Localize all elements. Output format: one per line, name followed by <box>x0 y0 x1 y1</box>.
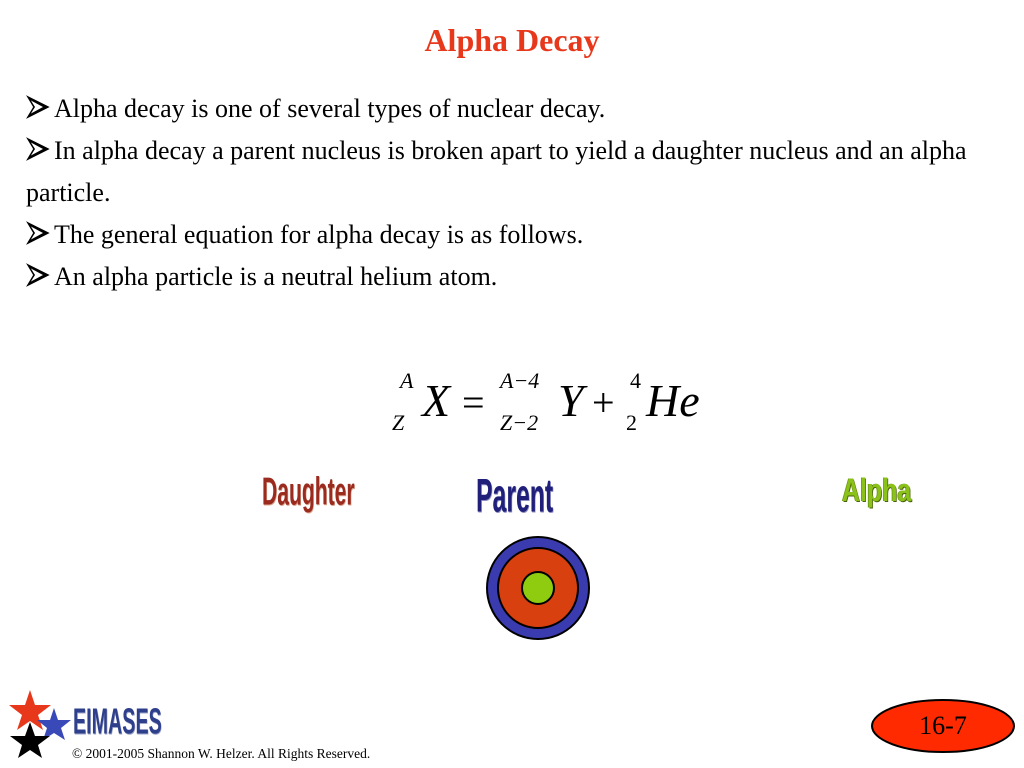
alpha-mass-number: 4 <box>630 368 641 393</box>
copyright-notice: © 2001-2005 Shannon W. Helzer. All Rights Reserved. <box>72 746 371 761</box>
daughter-symbol: Y <box>558 375 584 426</box>
alpha-atomic-number: 2 <box>626 410 637 435</box>
helium-symbol: He <box>646 375 700 426</box>
arrow-bullet-icon <box>26 221 54 245</box>
daughter-mass-number: A−4 <box>500 368 540 393</box>
plus-sign: + <box>592 380 615 425</box>
parent-nucleus-diagram <box>484 534 592 642</box>
arrow-bullet-icon <box>26 137 54 161</box>
nucleus-core <box>522 572 554 604</box>
parent-label: Parent <box>476 470 554 522</box>
alpha-label: Alpha <box>842 472 912 508</box>
parent-atomic-number: Z <box>392 410 405 435</box>
bullet-item <box>26 88 1006 130</box>
bullet-text: The general equation for alpha decay is as follows. <box>54 220 584 249</box>
bullet-list <box>26 88 1006 298</box>
parent-symbol: X <box>422 375 451 426</box>
equals-sign: = <box>462 380 485 425</box>
bullet-item <box>26 130 1006 214</box>
alpha-decay-equation <box>388 364 728 440</box>
bullet-item <box>26 214 1006 256</box>
arrow-bullet-icon <box>26 95 54 119</box>
bullet-item <box>26 256 1006 298</box>
bullet-text: An alpha particle is a neutral helium atom. <box>54 262 498 291</box>
page-number-badge <box>870 698 1016 754</box>
arrow-bullet-icon <box>26 263 54 287</box>
slide-title: Alpha Decay <box>424 22 600 58</box>
bullet-text: In alpha decay a parent nucleus is broken apart to yield a daughter nucleus and an alpha particle. <box>26 136 967 207</box>
eimases-logo-text: EIMASES <box>73 702 162 742</box>
bullet-text: Alpha decay is one of several types of nuclear decay. <box>54 94 606 123</box>
daughter-label: Daughter <box>262 470 355 514</box>
daughter-atomic-number: Z−2 <box>500 410 539 435</box>
page-number: 16-7 <box>919 711 967 740</box>
parent-mass-number: A <box>400 368 414 393</box>
